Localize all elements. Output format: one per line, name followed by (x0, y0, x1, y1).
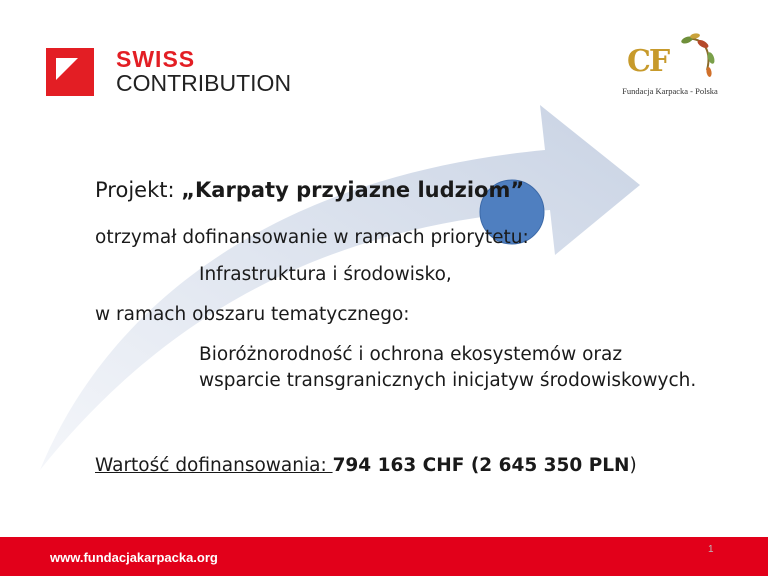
thematic-area-intro: w ramach obszaru tematycznego: (95, 304, 410, 325)
funding-value (95, 455, 637, 476)
footer-url: www.fundacjakarpacka.org (50, 550, 218, 565)
project-title (95, 178, 524, 202)
priority-name: Infrastruktura i środowisko, (199, 264, 452, 285)
swiss-contribution-logo (46, 46, 292, 98)
logo-text-swiss: SWISS (116, 46, 196, 72)
project-prefix: Projekt: (95, 178, 182, 202)
funding-value-label: Wartość dofinansowania: (95, 455, 333, 476)
funding-value-amount: 794 163 CHF (2 645 350 PLN (332, 455, 630, 476)
page-number: 1 (708, 544, 714, 555)
arrow-body (40, 105, 640, 470)
project-name: „Karpaty przyjazne ludziom” (181, 178, 525, 202)
swiss-flag-icon (46, 48, 94, 96)
fundacja-karpacka-logo (615, 30, 725, 105)
funding-priority-intro: otrzymał dofinansowanie w ramach priorytetu: (95, 227, 529, 248)
logo-text-contribution: CONTRIBUTION (116, 70, 292, 96)
thematic-area-name: Bioróżnorodność i ochrona ekosystemów oraz wsparcie transgranicznych inicjatyw środowiskowych. (199, 344, 697, 391)
logo-caption: Fundacja Karpacka - Polska (622, 86, 718, 96)
funding-value-close: ) (629, 455, 637, 476)
logo-text-cf: CF (627, 44, 669, 79)
footer-bar (0, 537, 768, 576)
